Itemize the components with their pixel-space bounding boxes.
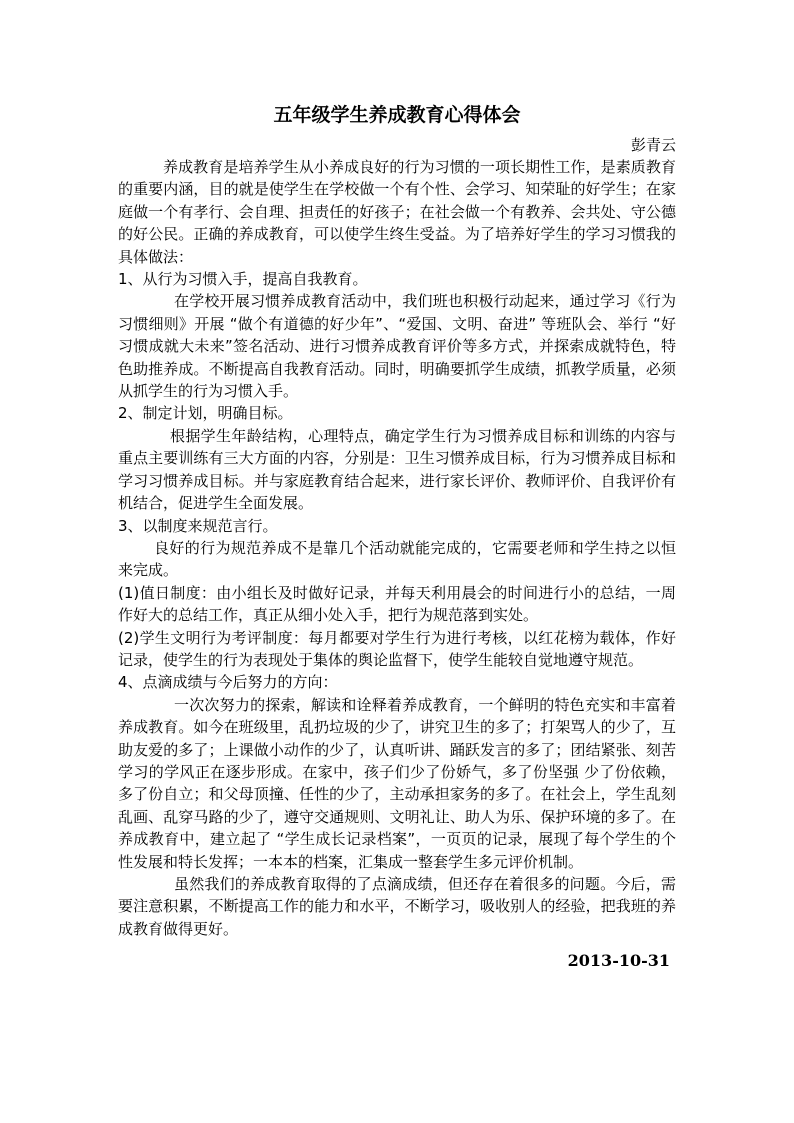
document-date: 2013-10-31	[567, 951, 670, 971]
section4-heading: 4、点滴成绩与今后努力的方向：	[118, 673, 338, 692]
closing-paragraph: 虽然我们的养成教育取得的了点滴成绩，但还存在着很多的问题。今后，需要注意积累，不断提高工作的能力和水平，不断学习，吸收别人的经验，把我班的养成教育做得更好。	[118, 875, 676, 938]
document-page	[118, 100, 676, 972]
section4-paragraph: 一次次努力的探索，解读和诠释着养成教育，一个鲜明的特色充实和丰富着养成教育。如今在班级里，乱扔垃圾的少了，讲究卫生的多了；打架骂人的少了，互助友爱的多了；上课做小动作的少了，认真听讲、踊跃发言的多了；团结紧张、刻苦学习的学风正在逐步形成。在家中，孩子们少了份娇气，多了份坚强 少了份依赖，多了份自立；和父母顶撞、任性的少了，主动承担家务的多了。在社会上，学生乱刻乱画、乱穿马路的少了，遵守交通规则、文明礼让、助人为乐、保护环境的多了。在养成教育中，建立起了 “学生成长记录档案”，一页页的记录，展现了每个学生的个性发展和特长发挥；一本本的档案，汇集成一整套学生多元评价机制。	[118, 695, 676, 871]
intro-paragraph: 养成教育是培养学生从小养成良好的行为习惯的一项长期性工作，是素质教育的重要内涵，目的就是使学生在学校做一个有个性、会学习、知荣耻的好学生；在家庭做一个有孝行、会自理、担责任的好孩子；在社会做一个有教养、会共处、守公德的好公民。正确的养成教育，可以使学生终生受益。为了培养好学生的学习习惯我的具体做法：	[118, 158, 676, 266]
section1-paragraph: 在学校开展习惯养成教育活动中，我们班也积极行动起来，通过学习《行为习惯细则》开展 “做个有道德的好少年”、“爱国、文明、奋进” 等班队会、举行 “好习惯成就大未来”签名活动、进行习惯养成教育评价等多方式，并探索成就特色，特色助推养成。不断提高自我教育活动。同时，明确要抓学生成绩，抓教学质量，必须从抓学生的行为习惯入手。	[118, 292, 676, 401]
document-title: 五年级学生养成教育心得体会	[273, 104, 521, 126]
section2-heading: 2、制定计划，明确目标。	[118, 404, 293, 423]
author-name: 彭青云	[630, 136, 676, 154]
section3-paragraph: 良好的行为规范养成不是靠几个活动就能完成的，它需要老师和学生持之以恒来完成。	[118, 538, 676, 580]
section3-heading: 3、以制度来规范言行。	[118, 516, 278, 535]
section3-item-2: (2)学生文明行为考评制度：每月都要对学生行为进行考核，以红花榜为载体，作好记录，使学生的行为表现处于集体的舆论监督下，使学生能较自觉地遵守规范。	[118, 628, 676, 669]
section3-item-1: (1)值日制度：由小组长及时做好记录，并每天利用晨会的时间进行小的总结，一周作好大的总结工作，真正从细小处入手，把行为规范落到实处。	[118, 583, 676, 625]
section1-heading: 1、从行为习惯入手，提高自我教育。	[118, 270, 368, 289]
section2-paragraph: 根据学生年龄结构，心理特点，确定学生行为习惯养成目标和训练的内容与重点主要训练有三大方面的内容，分别是：卫生习惯养成目标，行为习惯养成目标和学习习惯养成目标。并与家庭教育结合起来，进行家长评价、教师评价、自我评价有机结合，促进学生全面发展。	[118, 426, 676, 513]
